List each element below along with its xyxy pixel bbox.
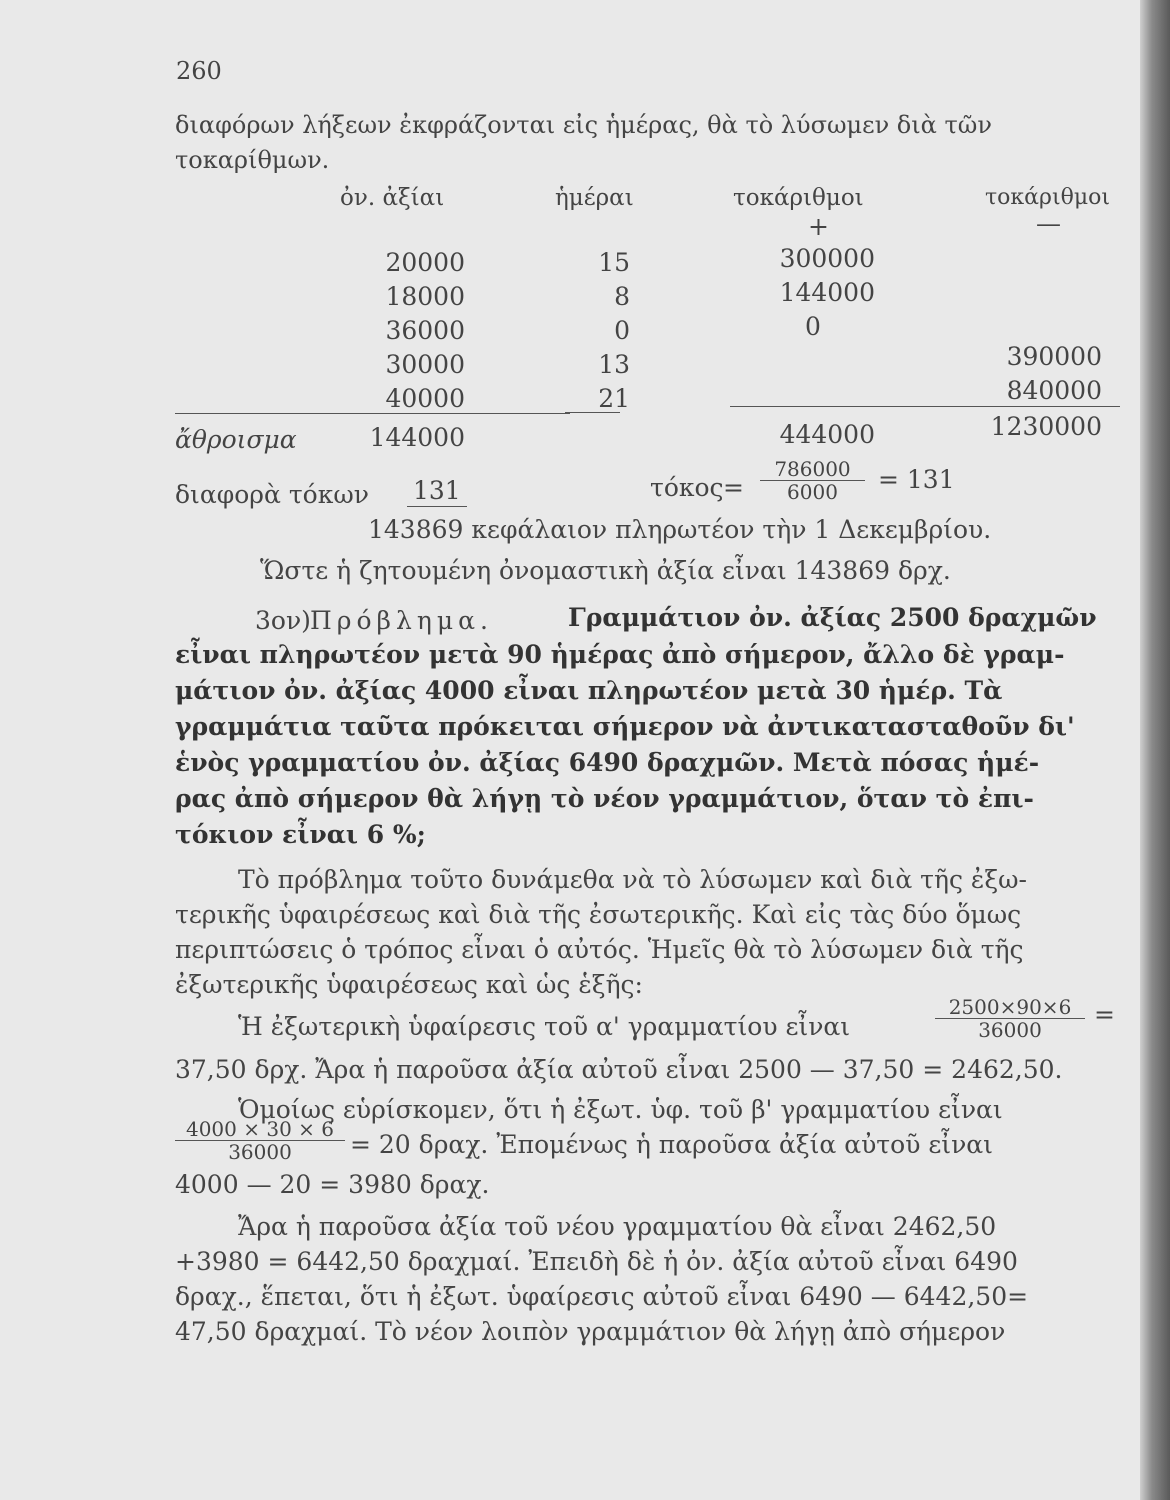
solution-p3-line-3: 4000 — 20 = 3980 δραχ. [175, 1170, 490, 1199]
interest-numerator: 786000 [760, 458, 865, 481]
table-rule [730, 406, 1120, 407]
total-minus: 1230000 [990, 412, 1102, 441]
interest-result: = 131 [878, 465, 955, 494]
row-4-days: 13 [598, 350, 630, 379]
page-number: 260 [176, 57, 222, 85]
interest-denominator: 6000 [787, 480, 838, 504]
row-5-days: 21 [598, 384, 630, 413]
row-3-plus: 0 [805, 312, 821, 341]
header-days: ἡμέραι [555, 185, 634, 211]
total-plus: 444000 [779, 420, 875, 449]
row-3-value: 36000 [385, 316, 465, 345]
interest-equals: = [723, 473, 744, 502]
difference-label: διαφορὰ τόκων [175, 480, 369, 509]
row-5-value: 40000 [385, 384, 465, 413]
intro-line-1: διαφόρων λήξεων ἐκφράζονται εἰς ἡμέρας, θὰ τὸ λύσωμεν διὰ τῶν [175, 111, 992, 139]
capital-line: 143869 κεφάλαιον πληρωτέον τὴν 1 Δεκεμβρίου. [368, 515, 992, 544]
solution-p1-line-3: περιπτώσεις ὁ τρόπος εἶναι ὁ αὐτός. Ἡμεῖς θὰ τὸ λύσωμεν διὰ τῆς [175, 935, 1024, 964]
problem-label: Πρόβλημα. [310, 606, 493, 635]
row-2-days: 8 [614, 282, 630, 311]
solution-p2-text: Ἡ ἐξωτερικὴ ὑφαίρεσις τοῦ α' γραμματίου εἶναι [238, 1012, 851, 1041]
row-5-minus: 840000 [1006, 376, 1102, 405]
problem-line-3: μάτιον ὀν. ἀξίας 4000 εἶναι πληρωτέον μετὰ 30 ἡμέρ. Τὰ [175, 676, 1003, 705]
row-4-value: 30000 [385, 350, 465, 379]
conclusion-line: Ὥστε ἡ ζητουμένη ὀνομαστικὴ ἀξία εἶναι 143869 δρχ. [260, 556, 951, 585]
discount-a-denominator: 36000 [978, 1018, 1042, 1042]
solution-p1-line-4: ἐξωτερικῆς ὑφαιρέσεως καὶ ὡς ἑξῆς: [175, 970, 643, 999]
total-label: ἄθροισμα [175, 425, 297, 454]
discount-b-fraction [175, 1118, 345, 1163]
solution-p4-line-3: δραχ., ἕπεται, ὅτι ἡ ἐξωτ. ὑφαίρεσις αὐτοῦ εἶναι 6490 — 6442,50= [175, 1282, 1029, 1311]
problem-line-2: εἶναι πληρωτέον μετὰ 90 ἡμέρας ἀπὸ σήμερον, ἄλλο δὲ γραμ- [175, 640, 1065, 669]
problem-line-6: ρας ἀπὸ σήμερον θὰ λήγῃ τὸ νέον γραμμάτιον, ὅταν τὸ ἐπι- [175, 784, 1034, 813]
row-1-days: 15 [598, 248, 630, 277]
discount-a-equals: = [1094, 1000, 1115, 1029]
interest-label: τόκος [650, 473, 724, 502]
row-1-value: 20000 [385, 248, 465, 277]
problem-line-5: ἑνὸς γραμματίου ὀν. ἀξίας 6490 δραχμῶν. Μετὰ πόσας ἡμέ- [175, 748, 1040, 777]
row-2-plus: 144000 [779, 278, 875, 307]
total-value: 144000 [369, 423, 465, 452]
problem-line-7: τόκιον εἶναι 6 %; [175, 820, 426, 849]
solution-p3-line-1: Ὁμοίως εὑρίσκομεν, ὅτι ἡ ἐξωτ. ὑφ. τοῦ β' γραμματίου εἶναι [238, 1095, 1003, 1124]
table-rule [565, 412, 620, 413]
problem-number: 3ον) [255, 606, 311, 635]
table-rule [175, 413, 570, 414]
discount-b-numerator: 4000 × 30 × 6 [175, 1118, 345, 1141]
book-binding-edge [1140, 0, 1170, 1500]
header-nominal-values: ὀν. ἀξίαι [340, 185, 445, 211]
row-2-value: 18000 [385, 282, 465, 311]
solution-p1-line-1: Τὸ πρόβλημα τοῦτο δυνάμεθα νὰ τὸ λύσωμεν καὶ διὰ τῆς ἐξω- [238, 865, 1027, 894]
row-1-plus: 300000 [779, 244, 875, 273]
discount-b-denominator: 36000 [228, 1140, 292, 1164]
problem-line-1: Γραμμάτιον ὀν. ἀξίας 2500 δραχμῶν [568, 603, 1097, 632]
solution-p1-line-2: τερικῆς ὑφαιρέσεως καὶ διὰ τῆς ἐσωτερικῆς. Καὶ εἰς τὰς δύο ὅμως [175, 900, 1022, 929]
interest-fraction [760, 458, 865, 503]
minus-sign: — [1036, 209, 1061, 238]
discount-a-fraction [935, 996, 1085, 1041]
solution-p2-line-2: 37,50 δρχ. Ἄρα ἡ παροῦσα ἀξία αὐτοῦ εἶναι 2500 — 37,50 = 2462,50. [175, 1055, 1063, 1084]
plus-sign: + [808, 212, 829, 241]
row-3-days: 0 [614, 316, 630, 345]
difference-value: 131 [407, 476, 467, 507]
solution-p4-line-2: +3980 = 6442,50 δραχμαί. Ἐπειδὴ δὲ ἡ ὀν. ἀξία αὐτοῦ εἶναι 6490 [175, 1247, 1018, 1276]
row-4-minus: 390000 [1006, 342, 1102, 371]
solution-p4-line-4: 47,50 δραχμαί. Τὸ νέον λοιπὸν γραμμάτιον θὰ λήγῃ ἀπὸ σήμερον [175, 1317, 1006, 1346]
header-plus-tokarithmoi: τοκάριθμοι [733, 185, 864, 211]
solution-p3-line-2: = 20 δραχ. Ἐπομένως ἡ παροῦσα ἀξία αὐτοῦ εἶναι [350, 1130, 993, 1159]
solution-p4-line-1: Ἄρα ἡ παροῦσα ἀξία τοῦ νέου γραμματίου θὰ εἶναι 2462,50 [238, 1212, 997, 1241]
problem-line-4: γραμμάτια ταῦτα πρόκειται σήμερον νὰ ἀντικατασταθοῦν δι' [175, 712, 1075, 741]
header-minus-tokarithmoi: τοκάριθμοι [985, 185, 1110, 210]
intro-line-2: τοκαρίθμων. [175, 146, 330, 174]
discount-a-numerator: 2500×90×6 [935, 996, 1085, 1019]
